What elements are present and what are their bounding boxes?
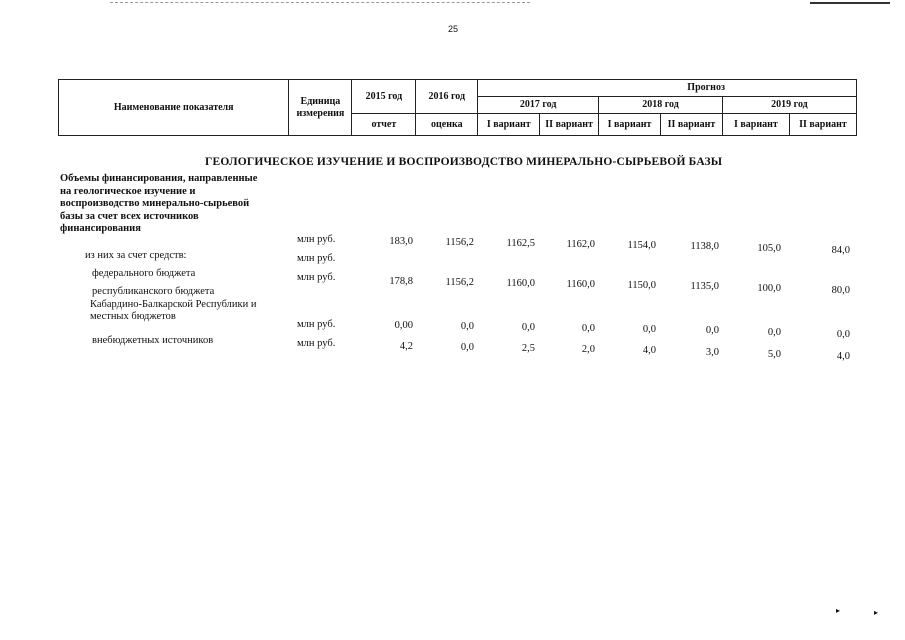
cell-value: 0,0: [836, 329, 850, 340]
cell-value: 4,0: [836, 351, 850, 362]
header-unit-text: Единица измерения: [296, 95, 345, 119]
header-name: Наименование показателя: [59, 80, 289, 136]
header-2017: 2017 год: [478, 97, 599, 114]
row-total-label: [60, 173, 257, 236]
page-number: 25: [448, 24, 459, 34]
top-solid-line: [810, 2, 890, 4]
cell-value: 0,0: [705, 325, 719, 336]
section-title: ГЕОЛОГИЧЕСКОЕ ИЗУЧЕНИЕ И ВОСПРОИЗВОДСТВО МИНЕРАЛЬНО-СЫРЬЕВОЙ БАЗЫ: [205, 156, 723, 168]
label-line: на геологическое изучение и: [60, 185, 196, 197]
cell-value: 4,0: [642, 345, 656, 356]
scan-mark: ▸: [836, 606, 841, 615]
cell-value: 3,0: [705, 347, 719, 358]
label-line: из них за счет средств:: [85, 250, 187, 261]
cell-value: 0,0: [642, 324, 656, 335]
cell-value: 1138,0: [690, 241, 719, 252]
cell-value: 178,8: [389, 276, 413, 287]
cell-value: 183,0: [389, 236, 413, 247]
cell-value: 84,0: [831, 245, 850, 256]
row-republican-unit: млн руб.: [297, 319, 336, 330]
header-2017-var1: I вариант: [478, 114, 540, 136]
header-2019-var2: II вариант: [789, 114, 856, 136]
cell-value: 1162,0: [566, 239, 595, 250]
header-unit: [289, 80, 352, 136]
header-2019: 2019 год: [722, 97, 856, 114]
cell-value: 4,2: [399, 341, 413, 352]
label-line: финансирования: [60, 223, 141, 234]
row-extrabudget-unit: млн руб.: [297, 338, 336, 349]
header-2015: 2015 год: [352, 80, 416, 114]
label-line: Кабардино-Балкарской Республики и: [90, 298, 257, 310]
cell-value: 1156,2: [445, 277, 474, 288]
cell-value: 1135,0: [690, 281, 719, 292]
label-line: местных бюджетов: [90, 311, 176, 322]
cell-value: 0,00: [394, 320, 413, 331]
cell-value: 0,0: [767, 327, 781, 338]
header-2018: 2018 год: [599, 97, 723, 114]
cell-value: 80,0: [831, 285, 850, 296]
row-federal-label: [92, 268, 195, 281]
header-report: отчет: [352, 114, 416, 136]
label-line: внебюджетных источников: [92, 335, 214, 346]
cell-value: 5,0: [767, 349, 781, 360]
header-2018-var2: II вариант: [660, 114, 722, 136]
row-republican-label: [92, 286, 256, 324]
cell-value: 0,0: [521, 322, 535, 333]
label-line: воспроизводство минерально-сырьевой: [60, 198, 250, 209]
cell-value: 0,0: [460, 342, 474, 353]
row-federal-unit: млн руб.: [297, 272, 336, 283]
row-of-which-label: [85, 250, 186, 263]
cell-value: 0,0: [581, 323, 595, 334]
cell-value: 1162,5: [506, 238, 535, 249]
cell-value: 2,0: [581, 344, 595, 355]
header-estimate: оценка: [416, 114, 478, 136]
scan-mark: ▸: [874, 608, 879, 617]
cell-value: 1160,0: [506, 278, 535, 289]
row-total-unit: млн руб.: [297, 234, 336, 245]
row-extrabudget-label: [92, 335, 213, 348]
header-2018-var1: I вариант: [599, 114, 661, 136]
top-dashed-line: [110, 2, 530, 3]
label-line: республиканского бюджета: [92, 286, 215, 297]
cell-value: 1150,0: [627, 280, 656, 291]
cell-value: 1160,0: [566, 279, 595, 290]
cell-value: 100,0: [757, 283, 781, 294]
cell-value: 1156,2: [445, 237, 474, 248]
header-table: [58, 79, 857, 136]
cell-value: 105,0: [757, 243, 781, 254]
label-line: базы за счет всех источников: [60, 210, 199, 222]
header-2017-var2: II вариант: [540, 114, 599, 136]
label-line: федерального бюджета: [92, 268, 196, 279]
header-2016: 2016 год: [416, 80, 478, 114]
label-line: Объемы финансирования, направленные: [60, 173, 258, 184]
row-of-which-unit: млн руб.: [297, 253, 336, 264]
header-forecast: Прогноз: [478, 80, 857, 97]
cell-value: 2,5: [521, 343, 535, 354]
cell-value: 0,0: [460, 321, 474, 332]
cell-value: 1154,0: [627, 240, 656, 251]
header-2019-var1: I вариант: [722, 114, 789, 136]
